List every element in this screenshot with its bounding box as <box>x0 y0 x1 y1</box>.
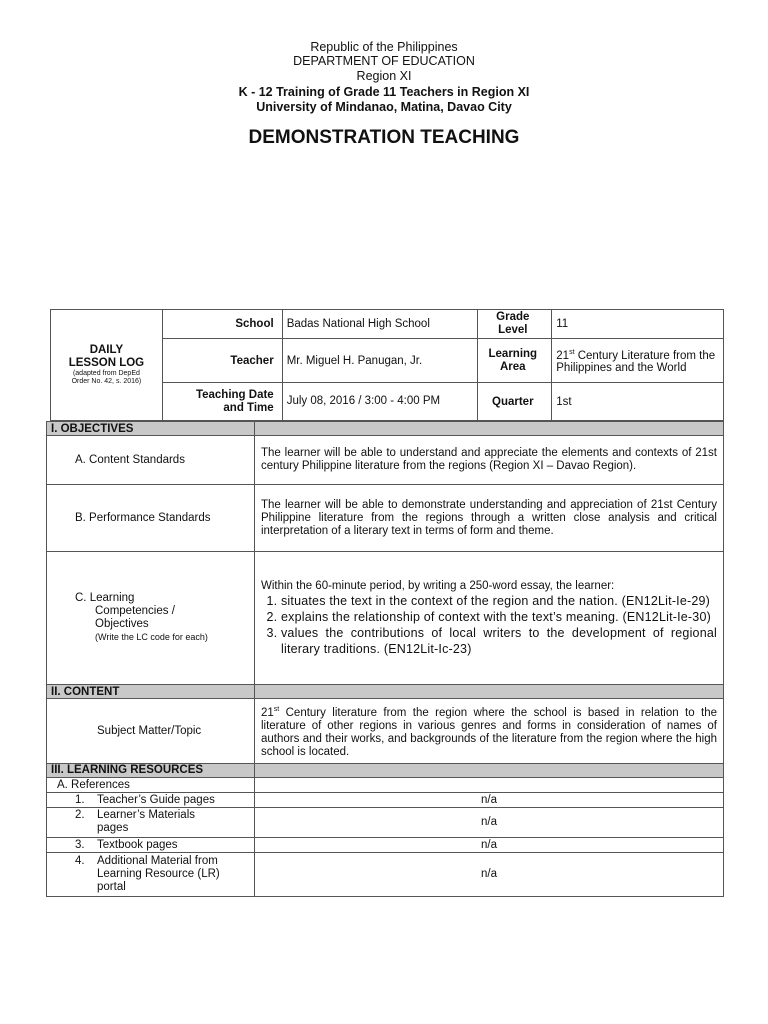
subject-matter-text: 21st Century literature from the region where the school is based in relation to the literature of other regions in various genres and forms in consideration of names of authors and their works, and backgrounds of the literature from the region where the high school is located. <box>254 699 723 764</box>
table-row: 4. Additional Material from Learning Resource (LR) portal n/a <box>47 852 724 896</box>
quarter-label: Quarter <box>478 383 552 421</box>
content-standards-label: A. Content Standards <box>47 436 255 485</box>
performance-standards-text: The learner will be able to demonstrate understanding and appreciation of 21st Century Philippine literature from the regions through a written close analysis and critical interpretation of a literary text in terms of form and theme. <box>254 485 723 552</box>
list-item: 3. values the contributions of local writers to the development of regional literary traditions. (EN12Lit-Ic-23) <box>281 625 717 657</box>
references-label: A. References <box>47 777 255 792</box>
header-training: K - 12 Training of Grade 11 Teachers in Region XI <box>238 85 530 99</box>
content-heading: II. CONTENT <box>47 685 255 699</box>
objectives-heading: I. OBJECTIVES <box>47 422 255 436</box>
teaching-date-value: July 08, 2016 / 3:00 - 4:00 PM <box>282 383 478 421</box>
header-department: DEPARTMENT OF EDUCATION <box>293 54 475 68</box>
content-standards-text: The learner will be able to understand and appreciate the elements and contexts of 21st century Philippine literature from the regions (Region XI – Davao Region). <box>254 436 723 485</box>
learning-area-label: Learning Area <box>478 339 552 383</box>
subject-matter-label: Subject Matter/Topic <box>47 699 255 764</box>
quarter-value: 1st <box>552 383 724 421</box>
teaching-date-label: Teaching Date and Time <box>162 383 282 421</box>
teacher-value: Mr. Miguel H. Panugan, Jr. <box>282 339 478 383</box>
page-title: DEMONSTRATION TEACHING <box>248 127 520 148</box>
lesson-plan-table <box>46 421 724 897</box>
table-row: 2. Learner’s Materials pages n/a <box>47 807 724 837</box>
performance-standards-label: B. Performance Standards <box>47 485 255 552</box>
grade-level-label: Grade Level <box>478 310 552 339</box>
competencies-label: C. Learning Competencies / Objectives (Write the LC code for each) <box>47 552 255 685</box>
header-venue: University of Mindanao, Matina, Davao City <box>256 100 512 114</box>
teacher-label: Teacher <box>162 339 282 383</box>
learning-area-value: 21st Century Literature from the Philippines and the World <box>552 339 724 383</box>
grade-level-value: 11 <box>552 310 724 339</box>
list-item: 2. explains the relationship of context with the text’s meaning. (EN12Lit-Ie-30) <box>281 609 717 625</box>
table-row: 1. Teacher’s Guide pages n/a <box>47 792 724 807</box>
school-label: School <box>162 310 282 339</box>
daily-lesson-log-title: DAILY LESSON LOG (adapted from DepEd Order No. 42, s. 2016) <box>51 310 163 421</box>
table-row: 3. Textbook pages n/a <box>47 837 724 852</box>
header-republic: Republic of the Philippines <box>310 40 458 54</box>
header-region: Region XI <box>356 69 412 83</box>
list-item: 1. situates the text in the context of the region and the nation. (EN12Lit-Ie-29) <box>281 593 717 609</box>
competencies-list <box>261 593 717 657</box>
school-value: Badas National High School <box>282 310 478 339</box>
competencies-text: Within the 60-minute period, by writing a 250-word essay, the learner: 1. situates the text in the context of the region and the nation. (EN12Lit-Ie-29) 2. explains the relationship of context with the text’s meaning. (EN12Lit-Ie-30) 3. values the contributions of local writers to the development of regional literary traditions. (EN12Lit-Ic-23) <box>254 552 723 685</box>
lesson-info-table <box>50 309 724 421</box>
learning-resources-heading: III. LEARNING RESOURCES <box>47 763 255 777</box>
